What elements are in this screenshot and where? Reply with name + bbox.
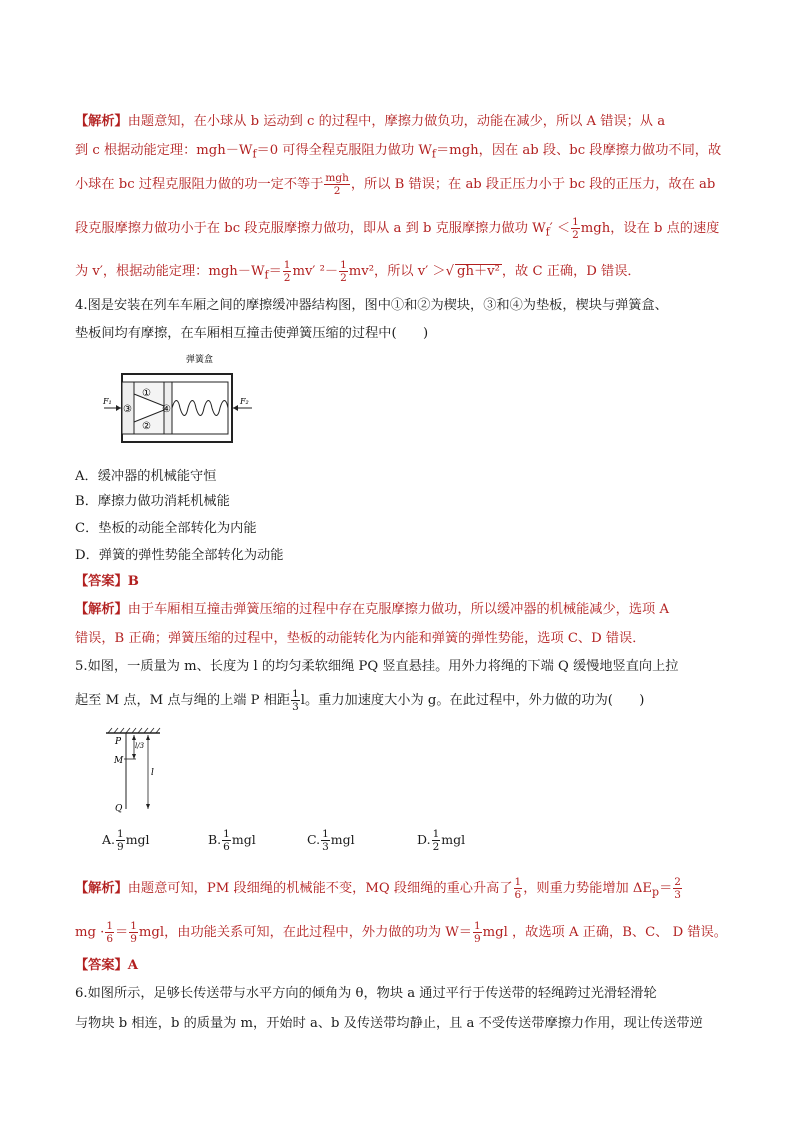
length-l-label: l — [151, 768, 154, 778]
q5-stem-line-2: 起至 M 点，M 点与绳的上端 P 相距 $\frac{1}{3}$ l。重力加速度大小为 g。在此过程中，外力做的功为( ) — [75, 688, 645, 713]
fraction: $\frac{1}{9}$ — [473, 920, 481, 945]
point-m-label: M — [114, 756, 124, 766]
q4-answer — [75, 572, 725, 592]
wedge-2-label: ② — [142, 421, 151, 432]
l-third-label: l/3 — [135, 742, 145, 750]
q4-option-a: A．缓冲器的机械能守恒 — [75, 469, 217, 484]
fraction: $\frac{1}{6}$ — [514, 876, 522, 901]
solution-tag: 【解析】 — [75, 881, 128, 896]
answer-tag: 【答案】 — [75, 958, 128, 973]
q4-solution-line-1: 【解析】由于车厢相互撞击弹簧压缩的过程中存在克服摩擦力做功，所以缓冲器的机械能减少，选项 A — [75, 602, 669, 617]
rope-figure — [102, 727, 172, 819]
q4-option-b: B．摩擦力做功消耗机械能 — [75, 494, 230, 509]
solution-tag: 【解析】 — [75, 114, 128, 129]
point-p-label: P — [115, 737, 122, 747]
q4-stem-line-1: 4.图是安装在列车车厢之间的摩擦缓冲器结构图，图中①和②为楔块，③和④为垫板，楔块与弹簧盒、 — [75, 298, 668, 313]
fraction: $\frac{2}{3}$ — [674, 876, 681, 901]
fraction: $\frac{1}{2}$ — [572, 216, 579, 241]
q3-solution-line-2: 到 c 根据动能定理：$mgh-W_f=0$ 可得全程克服阻力做功 $W_f=mgh$，因在 ab 段、bc 段摩擦力做功不同，故 — [75, 143, 722, 161]
fraction: $\frac{1}{2}$ — [283, 259, 291, 284]
force-f2-label: F₂ — [240, 397, 249, 406]
point-q-label: Q — [115, 804, 123, 814]
sqrt-expression: gh＋v² — [457, 264, 500, 279]
fraction: $\frac{1}{3}$ — [292, 688, 299, 713]
q5-choice-b: B. $\frac{1}{6}$ mgl — [208, 828, 256, 853]
force-f1-label: F₁ — [103, 397, 112, 406]
q5-answer — [75, 956, 725, 976]
answer-value: A — [127, 958, 138, 973]
q6-stem-line-2: 与物块 b 相连，b 的质量为 m，开始时 a、b 及传送带均静止，且 a 不受传送带摩擦力作用，现让传送带逆 — [75, 1016, 703, 1031]
q3-solution-line-5: 为 v′，根据动能定理：$mgh-W_f=$ $\frac{1}{2}$ mv′ ²－ $\frac{1}{2}$ mv²，所以 v′ ＞√ gh＋v² ，故 C 正确，D 错误． — [75, 259, 641, 284]
fraction: $\frac{\text{mgh}}{2}$ — [325, 172, 349, 197]
q4-solution-line-2: 错误，B 正确；弹簧压缩的过程中，垫板的动能转化为内能和弹簧的弹性势能，选项 C、D 错误． — [75, 631, 646, 646]
q4-option-c: C．垫板的动能全部转化为内能 — [75, 521, 257, 536]
answer-tag: 【答案】 — [75, 574, 128, 589]
q3-solution-line-4: 段克服摩擦力做功小于在 bc 段克服摩擦力做功，即从 a 到 b 克服摩擦力做功 $W_f'$ ＜ $\frac{1}{2}$ mgh，设在 b 点的速度 — [75, 216, 720, 241]
answer-value: B — [127, 574, 139, 589]
spring-box-label: 弹簧盒 — [186, 355, 214, 365]
fraction: $\frac{1}{6}$ — [106, 920, 114, 945]
wedge-1-label: ① — [142, 388, 151, 399]
q5-choice-a: A. $\frac{1}{9}$ mgl — [102, 828, 150, 853]
pad-4-label: ④ — [162, 404, 171, 415]
q4-stem-line-2: 垫板间均有摩擦，在车厢相互撞击使弹簧压缩的过程中( ) — [75, 326, 429, 341]
solution-tag: 【解析】 — [75, 602, 128, 617]
q5-choice-c: C. $\frac{1}{3}$ mgl — [307, 828, 355, 853]
q4-option-d: D．弹簧的弹性势能全部转化为动能 — [75, 548, 284, 563]
pad-3-label: ③ — [123, 404, 132, 415]
q5-solution-line-2: mg · $\frac{1}{6}$ ＝ $\frac{1}{9}$ mgl，由功能关系可知，在此过程中，外力做的功为 W＝ $\frac{1}{9}$ mgl ，故选项 A 正确，B、C、 D 错误。 — [75, 920, 727, 945]
fraction: $\frac{1}{2}$ — [340, 259, 347, 284]
q3-solution-line-3: 小球在 bc 过程克服阻力做的功一定不等于 $\frac{\text{mgh}}{2}$ ，所以 B 错误；在 ab 段正压力小于 bc 段的正压力，故在 ab — [75, 172, 716, 197]
q5-choice-d: D. $\frac{1}{2}$ mgl — [417, 828, 466, 853]
q5-solution-line-1: 【解析】由题意可知，PM 段细绳的机械能不变，MQ 段细绳的重心升高了 $\frac{1}{6}$ ，则重力势能增加 $\Delta E_p=$ $\frac{2}{3}$ — [75, 876, 681, 901]
fraction: $\frac{1}{9}$ — [130, 920, 137, 945]
buffer-structure-figure — [100, 350, 260, 450]
q3-solution-line-1: 【解析】由题意知，在小球从 b 运动到 c 的过程中，摩擦力做负功，动能在减少，所以 A 错误；从 a — [75, 114, 666, 129]
q6-stem-line-1: 6.如图所示，足够长传送带与水平方向的倾角为 θ，物块 a 通过平行于传送带的轻绳跨过光滑轻滑轮 — [75, 986, 657, 1001]
q5-stem-line-1: 5.如图，一质量为 m、长度为 l 的均匀柔软细绳 PQ 竖直悬挂。用外力将绳的下端 Q 缓慢地竖直向上拉 — [75, 659, 679, 674]
